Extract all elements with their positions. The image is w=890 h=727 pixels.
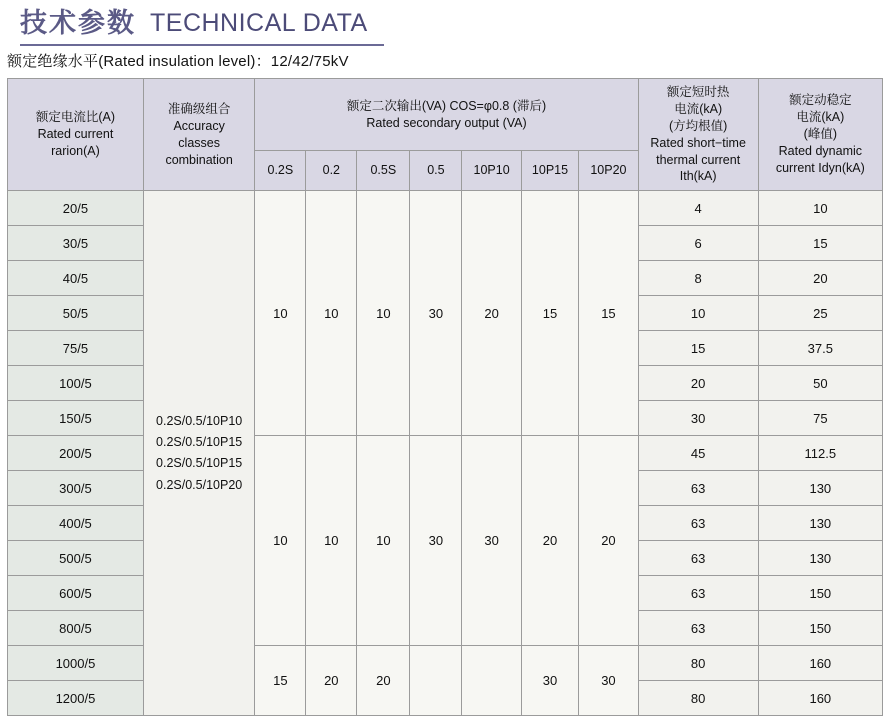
header-ith-cn1: 额定短时热 <box>666 85 730 99</box>
cell-ith: 63 <box>638 471 758 506</box>
cell-ith: 6 <box>638 226 758 261</box>
cell-va-0.2S-group3: 15 <box>255 646 306 716</box>
cell-idyn: 130 <box>758 541 882 576</box>
header-va-10P15: 10P15 <box>521 151 578 191</box>
header-va-0.5S: 0.5S <box>357 151 410 191</box>
cell-ratio: 1000/5 <box>8 646 144 681</box>
cell-va-10P20-group2: 20 <box>579 436 639 646</box>
cell-idyn: 112.5 <box>758 436 882 471</box>
title-divider <box>20 44 384 46</box>
accuracy-line-3: 0.2S/0.5/10P15 <box>156 456 243 471</box>
header-output-cn: 额定二次输出(VA) COS=φ0.8 (滞后) <box>346 98 547 113</box>
header-accuracy-en3: combination <box>165 152 233 167</box>
cell-va-10P10-group1: 20 <box>462 191 521 436</box>
header-accuracy-en2: classes <box>178 135 220 150</box>
header-idyn-cn2: 电流(kA) <box>796 110 845 125</box>
insulation-level-subtitle: 额定绝缘水平(Rated insulation level)：12/42/75kV <box>7 53 349 70</box>
cell-ratio: 40/5 <box>8 261 144 296</box>
cell-idyn: 160 <box>758 646 882 681</box>
cell-va-0.2S-group2: 10 <box>255 436 306 646</box>
cell-ith: 8 <box>638 261 758 296</box>
cell-ratio: 500/5 <box>8 541 144 576</box>
cell-va-0.5-group2: 30 <box>410 436 462 646</box>
cell-ith: 20 <box>638 366 758 401</box>
cell-ratio: 600/5 <box>8 576 144 611</box>
header-ith-en1: Rated short−time <box>650 135 746 150</box>
cell-idyn: 130 <box>758 506 882 541</box>
cell-idyn: 75 <box>758 401 882 436</box>
cell-ith: 80 <box>638 681 758 716</box>
cell-va-0.5S-group3: 20 <box>357 646 410 716</box>
header-idyn-en2: current Idyn(kA) <box>775 160 865 175</box>
cell-va-10P15-group1: 15 <box>521 191 578 436</box>
cell-ith: 63 <box>638 576 758 611</box>
cell-ith: 30 <box>638 401 758 436</box>
header-ith-en2: thermal current <box>656 152 741 167</box>
header-ratio-cn: 额定电流比(A) <box>35 110 116 125</box>
cell-idyn: 25 <box>758 296 882 331</box>
cell-idyn: 50 <box>758 366 882 401</box>
header-va-10P20: 10P20 <box>579 151 639 191</box>
header-rated-secondary-output <box>255 79 638 151</box>
cell-va-0.5S-group2: 10 <box>357 436 410 646</box>
header-output-en: Rated secondary output (VA) <box>366 115 527 130</box>
page-title-en: TECHNICAL DATA <box>150 9 368 37</box>
header-idyn-en1: Rated dynamic <box>778 144 863 159</box>
cell-ratio: 800/5 <box>8 611 144 646</box>
accuracy-line-4: 0.2S/0.5/10P20 <box>156 477 243 492</box>
cell-ratio: 100/5 <box>8 366 144 401</box>
header-ith-cn3: (方均根值) <box>669 118 728 133</box>
cell-ratio: 20/5 <box>8 191 144 226</box>
cell-ith: 4 <box>638 191 758 226</box>
cell-ratio: 400/5 <box>8 506 144 541</box>
header-rated-short-time-thermal-current <box>638 79 758 191</box>
cell-ith: 63 <box>638 611 758 646</box>
cell-ratio: 300/5 <box>8 471 144 506</box>
cell-va-0.5-group1: 30 <box>410 191 462 436</box>
cell-va-0.2-group3: 20 <box>306 646 357 716</box>
page-title <box>20 10 368 39</box>
cell-idyn: 150 <box>758 576 882 611</box>
cell-ith: 15 <box>638 331 758 366</box>
cell-ratio: 30/5 <box>8 226 144 261</box>
header-ith-cn2: 电流(kA) <box>674 101 723 116</box>
header-idyn-cn3: (峰值) <box>803 127 837 142</box>
cell-idyn: 130 <box>758 471 882 506</box>
table-header <box>8 79 883 191</box>
header-ratio-en1: Rated current <box>37 127 114 142</box>
header-va-0.2S: 0.2S <box>255 151 306 191</box>
cell-ratio: 200/5 <box>8 436 144 471</box>
technical-data-table <box>7 78 883 716</box>
header-rated-current-ratio <box>8 79 144 191</box>
header-ratio-en2: rarion(A) <box>51 144 100 159</box>
cell-va-0.5-group3 <box>410 646 462 716</box>
accuracy-line-2: 0.2S/0.5/10P15 <box>156 435 243 449</box>
cell-ith: 80 <box>638 646 758 681</box>
cell-ratio: 1200/5 <box>8 681 144 716</box>
cell-ratio: 150/5 <box>8 401 144 436</box>
page-title-cn: 技术参数 <box>20 8 136 38</box>
accuracy-line-1: 0.2S/0.5/10P10 <box>156 413 243 428</box>
header-accuracy-classes <box>143 79 254 191</box>
cell-ith: 63 <box>638 506 758 541</box>
cell-idyn: 160 <box>758 681 882 716</box>
cell-va-10P15-group3: 30 <box>521 646 578 716</box>
cell-va-10P20-group3: 30 <box>579 646 639 716</box>
cell-va-10P15-group2: 20 <box>521 436 578 646</box>
cell-accuracy-combination <box>143 191 254 716</box>
cell-idyn: 37.5 <box>758 331 882 366</box>
cell-va-10P20-group1: 15 <box>579 191 639 436</box>
header-va-0.5: 0.5 <box>410 151 462 191</box>
table-row <box>8 436 883 471</box>
cell-idyn: 150 <box>758 611 882 646</box>
cell-ith: 63 <box>638 541 758 576</box>
header-ith-en3: Ith(kA) <box>679 169 717 184</box>
cell-va-0.2-group2: 10 <box>306 436 357 646</box>
header-idyn-cn1: 额定动稳定 <box>789 93 852 108</box>
header-accuracy-cn: 准确级组合 <box>167 101 231 116</box>
table-row <box>8 646 883 681</box>
header-rated-dynamic-current <box>758 79 882 191</box>
cell-va-10P10-group3 <box>462 646 521 716</box>
header-va-0.2: 0.2 <box>306 151 357 191</box>
cell-va-0.2-group1: 10 <box>306 191 357 436</box>
cell-idyn: 10 <box>758 191 882 226</box>
cell-ratio: 75/5 <box>8 331 144 366</box>
cell-idyn: 15 <box>758 226 882 261</box>
cell-va-0.2S-group1: 10 <box>255 191 306 436</box>
table-row <box>8 191 883 226</box>
cell-ratio: 50/5 <box>8 296 144 331</box>
header-accuracy-en1: Accuracy <box>173 118 225 133</box>
cell-idyn: 20 <box>758 261 882 296</box>
table-body <box>8 191 883 716</box>
header-va-10P10: 10P10 <box>462 151 521 191</box>
cell-ith: 10 <box>638 296 758 331</box>
cell-va-0.5S-group1: 10 <box>357 191 410 436</box>
cell-va-10P10-group2: 30 <box>462 436 521 646</box>
cell-ith: 45 <box>638 436 758 471</box>
